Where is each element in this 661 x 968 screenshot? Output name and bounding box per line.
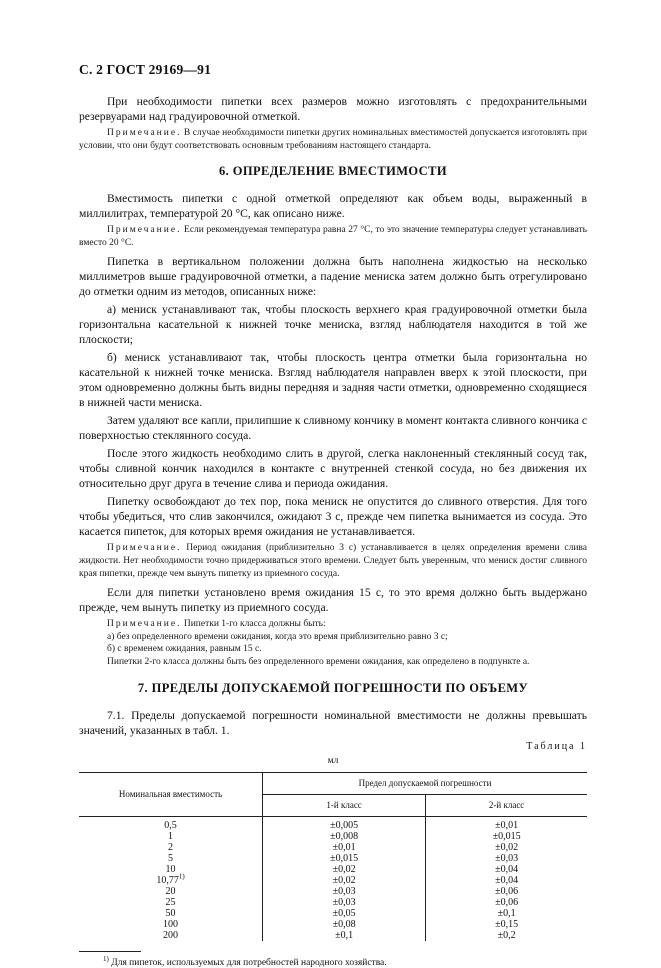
cell-nominal	[79, 908, 263, 919]
cell-class-2: ±0,04	[495, 874, 519, 886]
page-content	[79, 94, 587, 968]
cell-class-2: ±0,02	[495, 841, 519, 853]
tolerance-table	[79, 772, 587, 941]
cell-class-2: ±0,15	[495, 918, 519, 930]
footnote-rule	[79, 951, 141, 952]
col-header-nominal: Номинальная вместимость	[79, 772, 263, 816]
nominal-value: 0,5	[164, 819, 177, 831]
cell-class-2: ±0,03	[495, 852, 519, 864]
nominal-value: 200	[163, 929, 178, 941]
section-6-heading: 6. ОПРЕДЕЛЕНИЕ ВМЕСТИМОСТИ	[219, 164, 447, 179]
cell-class-2: ±0,2	[497, 929, 516, 941]
nominal-value: 20	[165, 885, 176, 897]
table-row	[79, 864, 587, 875]
nominal-value: 5	[168, 852, 173, 864]
table-row	[79, 886, 587, 897]
cell-nominal	[79, 897, 263, 908]
table-row	[79, 853, 587, 864]
section-6-paragraph-4: После этого жидкость необходимо слить в другой, слегка наклоненный стеклянный сосуд так, чтобы сливной кончик находился в контакте с внутренней стенкой сосуда, но без движения их относительно друг друга в течение слива и периода ожидания.	[79, 447, 587, 491]
table-row	[79, 831, 587, 842]
cell-class-1: ±0,02	[263, 875, 426, 886]
note-label: Примечание.	[107, 543, 182, 554]
note-label: Примечание.	[107, 619, 182, 630]
note-text: Пипетки 1-го класса должны быть:	[181, 619, 326, 630]
col-header-class-2: 2-й класс	[426, 794, 587, 816]
note-3-item-a: а) без определенного времени ожидания, когда это время приблизительно равно 3 с;	[107, 631, 448, 642]
note-3-item-c: Пипетки 2-го класса должны быть без определенного времени ожидания, как определено в подпункте а.	[107, 656, 530, 667]
cell-nominal	[79, 872, 263, 886]
intro-paragraph: При необходимости пипетки всех размеров можно изготовлять с предохранительными резервуарами над градуировочной отметкой.	[79, 95, 587, 123]
nominal-value: 50	[165, 907, 176, 919]
cell-class-2: ±0,04	[495, 863, 519, 875]
cell-nominal	[79, 831, 263, 842]
table-unit: мл	[327, 755, 339, 766]
cell-nominal	[79, 886, 263, 897]
note-text: В случае необходимости пипетки других номинальных вместимостей допускается изготовлять при условии, что они будут соответствовать основным требованиям настоящего стандарта.	[79, 128, 587, 151]
cell-class-1: ±0,1	[263, 930, 426, 941]
cell-class-2: ±0,015	[492, 830, 521, 842]
cell-nominal	[79, 930, 263, 941]
cell-nominal	[79, 853, 263, 864]
cell-class-1: ±0,03	[263, 897, 426, 908]
cell-class-1: ±0,05	[263, 908, 426, 919]
table-caption: Таблица 1	[526, 740, 587, 752]
note-label: Примечание.	[107, 128, 182, 138]
table-row	[79, 908, 587, 919]
cell-class-2: ±0,06	[495, 896, 519, 908]
table-row	[79, 842, 587, 853]
col-header-group: Предел допускаемой погрешности	[263, 772, 588, 794]
section-6-paragraph-3: Затем удаляют все капли, прилипшие к сливному кончику в момент контакта сливного кончика с поверхностью стеклянного сосуда.	[79, 414, 587, 443]
footnote	[79, 954, 587, 968]
table-body	[79, 816, 587, 941]
table-row	[79, 875, 587, 886]
table-row	[79, 919, 587, 930]
section-6-note-1	[79, 224, 587, 249]
page-header: С. 2 ГОСТ 29169—91	[79, 62, 212, 77]
note-label: Примечание.	[107, 225, 182, 236]
col-header-class-1: 1-й класс	[263, 794, 426, 816]
cell-class-1: ±0,005	[263, 816, 426, 831]
section-6-note-2	[79, 542, 587, 580]
cell-class-1: ±0,08	[263, 919, 426, 930]
cell-class-1: ±0,03	[263, 886, 426, 897]
nominal-value: 25	[165, 896, 176, 908]
section-6-paragraph-1: Вместимость пипетки с одной отметкой определяют как объем воды, выраженный в миллилитрах, температурой 20 °С, как описано ниже.	[79, 192, 587, 221]
nominal-value: 10	[165, 863, 176, 875]
cell-class-2: ±0,01	[495, 819, 519, 831]
cell-nominal	[79, 842, 263, 853]
footnote-text: Для пипеток, используемых для потребностей народного хозяйства.	[108, 957, 387, 968]
cell-class-2: ±0,06	[495, 885, 519, 897]
nominal-value: 1	[168, 830, 173, 842]
note-text: Период ожидания (приблизительно 3 с) устанавливается в целях определения времени слива жидкости. Нет необходимости точно придерживаться этого времени. Следует быть уверенным, что мениск достиг сливного края пипетки, прежде чем вынуть пипетку из приемного сосуда.	[79, 543, 587, 579]
nominal-value: 10,77	[156, 874, 179, 886]
note-text: Если рекомендуемая температура равна 27 °С, то это значение температуры следует устанавливать вместо 20 °С.	[79, 225, 587, 248]
section-7-paragraph-1: 7.1. Пределы допускаемой погрешности номинальной вместимости не должны превышать значений, указанных в табл. 1.	[79, 708, 587, 737]
table-row	[79, 816, 587, 831]
nominal-value: 2	[168, 841, 173, 853]
intro-note	[79, 127, 587, 152]
cell-nominal	[79, 816, 263, 831]
cell-class-1: ±0,008	[263, 831, 426, 842]
section-6-paragraph-5: Пипетку освобождают до тех пор, пока мениск не опустится до сливного отверстия. Для того чтобы убедиться, что слив закончился, ожидают 3 с, прежде чем пипетка вынимается из сосуда. Это касается пипеток, для которых время ожидания не устанавливается.	[79, 495, 587, 539]
section-6-paragraph-2: Пипетка в вертикальном положении должна быть наполнена жидкостью на несколько миллиметров выше градуировочной отметки, а падение мениска затем должно быть отрегулировано до отметки одним из методов, описанных ниже:	[79, 255, 587, 299]
table-row	[79, 897, 587, 908]
footnote-ref: 1)	[178, 872, 185, 881]
section-7-heading: 7. ПРЕДЕЛЫ ДОПУСКАЕМОЙ ПОГРЕШНОСТИ ПО ОБЪЕМУ	[137, 680, 529, 695]
footnote-mark: 1)	[103, 954, 109, 963]
cell-class-1: ±0,015	[263, 853, 426, 864]
note-3-item-b: б) с временем ожидания, равным 15 с.	[107, 644, 262, 655]
cell-class-2: ±0,1	[497, 907, 516, 919]
cell-nominal	[79, 919, 263, 930]
cell-nominal	[79, 864, 263, 875]
nominal-value: 100	[163, 918, 178, 930]
section-6-item-b: б) мениск устанавливают так, чтобы плоскость центра отметки была горизонтальна но касательной к нижней точке мениска. Взгляд наблюдателя направлен вверх к этой плоскости, при этом одновременно должны быть видны передняя и задняя части отметки, одновременно сходящиеся в нижней части мениска.	[79, 351, 587, 410]
cell-class-1: ±0,01	[263, 842, 426, 853]
section-6-item-a: а) мениск устанавливают так, чтобы плоскость верхнего края градуировочной отметки была горизонтальна касательной к нижней точке мениска, взгляд наблюдателя находится в той же плоскости;	[79, 303, 587, 347]
cell-class-1: ±0,02	[263, 864, 426, 875]
section-6-note-3	[79, 618, 587, 631]
table-row	[79, 930, 587, 941]
section-6-paragraph-6: Если для пипетки установлено время ожидания 15 с, то это время должно быть выдержано прежде, чем вынуть пипетку из приемного сосуда.	[79, 586, 587, 615]
